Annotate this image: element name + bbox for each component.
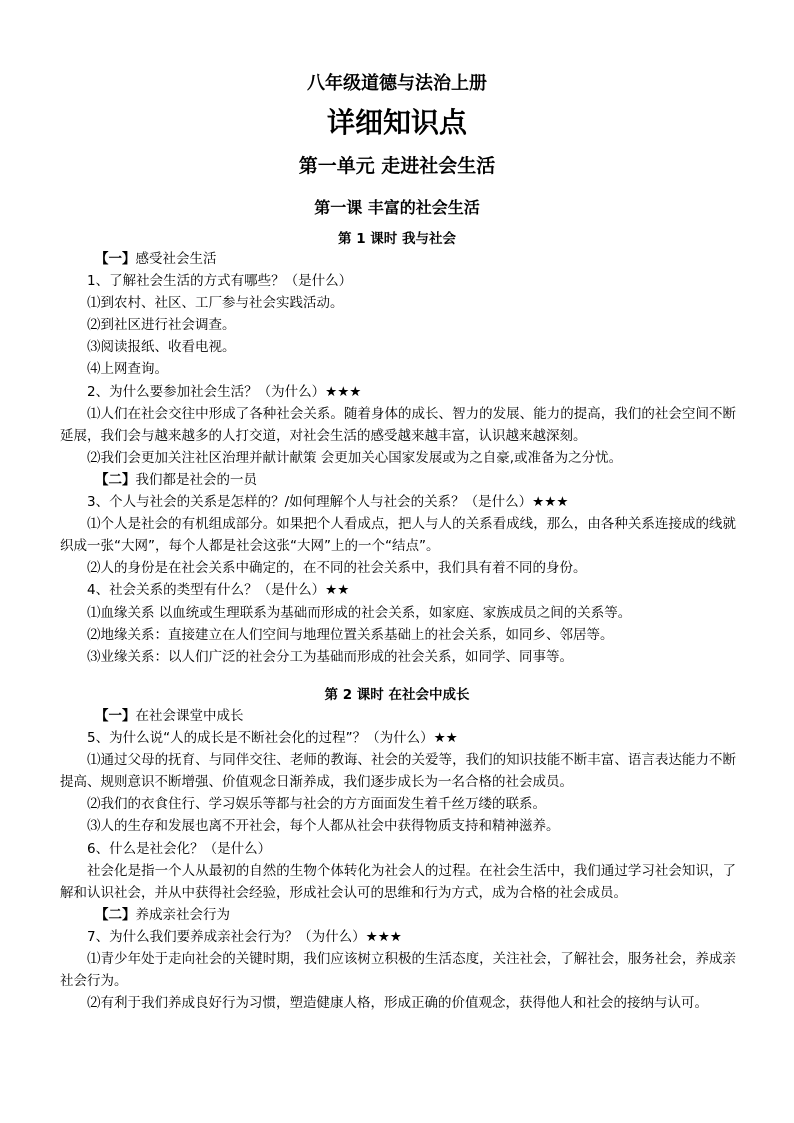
question: 3、个人与社会的关系是怎样的？/如何理解个人与社会的关系？（是什么）★★★ xyxy=(87,494,569,511)
period-2-content xyxy=(60,705,736,1014)
section-bracket: 【二】 xyxy=(95,906,136,923)
answer-item: ⑷上网查询。 xyxy=(87,361,168,378)
answer-item: ⑵人的身份是在社会关系中确定的，在不同的社会关系中，我们具有着不同的身份。 xyxy=(87,560,587,577)
answer-item: ⑴个人是社会的有机组成部分。如果把个人看成点，把人与人的关系看成线，那么，由各种关系连接成的线就织成一张“大网”，每个人都是社会这张“大网”上的一个“结点”。 xyxy=(60,516,736,555)
question: 1、了解社会生活的方式有哪些？（是什么） xyxy=(87,273,353,290)
question: 5、为什么说“人的成长是不断社会化的过程”？（为什么）★★ xyxy=(87,730,458,747)
period-1-title: 第 1 课时 我与社会 xyxy=(338,231,456,247)
section-heading xyxy=(60,248,736,270)
answer-item: ⑴到农村、社区、工厂参与社会实践活动。 xyxy=(87,295,344,312)
question: 7、为什么我们要养成亲社会行为？（为什么）★★★ xyxy=(87,928,402,945)
unit-title: 第一单元 走进社会生活 xyxy=(298,155,496,177)
section-heading-text: 在社会课堂中成长 xyxy=(135,708,244,724)
section-heading-text: 我们都是社会的一员 xyxy=(135,471,257,488)
document-title-main: 详细知识点 xyxy=(326,106,467,139)
section-bracket: 【一】 xyxy=(95,251,136,267)
section-heading-text: 感受社会生活 xyxy=(135,251,217,267)
period-2-title: 第 2 课时 在社会中成长 xyxy=(324,687,470,703)
answer-item: ⑵地缘关系：直接建立在人们空间与地理位置关系基础上的社会关系，如同乡、邻居等。 xyxy=(87,626,614,643)
section-heading xyxy=(60,705,736,727)
question: 2、为什么要参加社会生活？（为什么）★★★ xyxy=(87,383,362,400)
answer-item: ⑵我们会更加关注社区治理并献计献策 会更加关心国家发展或为之自豪,或准备为之分忧。 xyxy=(87,449,623,466)
answer-item: ⑴血缘关系 以血统或生理联系为基础而形成的社会关系，如家庭、家族成员之间的关系等。 xyxy=(87,604,632,621)
section-heading xyxy=(60,904,736,926)
answer-item: ⑶业缘关系：以人们广泛的社会分工为基础而形成的社会关系，如同学、同事等。 xyxy=(87,648,573,665)
lesson-title: 第一课 丰富的社会生活 xyxy=(314,198,480,217)
answer-item: ⑶人的生存和发展也离不开社会，每个人都从社会中获得物质支持和精神滋养。 xyxy=(87,818,560,835)
document-title-top: 八年级道德与法治上册 xyxy=(307,73,487,94)
answer-item: 社会化是指一个人从最初的自然的生物个体转化为社会人的过程。在社会生活中，我们通过学习社会知识，了解和认识社会，并从中获得社会经验，形成社会认可的思维和行为方式，成为合格的社会成员。 xyxy=(60,862,736,901)
question: 6、什么是社会化？（是什么） xyxy=(87,840,272,857)
question: 4、社会关系的类型有什么？（是什么）★★ xyxy=(87,582,350,599)
section-heading xyxy=(60,469,736,491)
section-heading-text: 养成亲社会行为 xyxy=(135,906,230,923)
answer-item: ⑵到社区进行社会调查。 xyxy=(87,317,236,334)
answer-item: ⑵我们的衣食住行、学习娱乐等都与社会的方方面面发生着千丝万缕的联系。 xyxy=(87,796,546,813)
section-bracket: 【一】 xyxy=(95,708,136,724)
answer-item: ⑴通过父母的抚育、与同伴交往、老师的教诲、社会的关爱等，我们的知识技能不断丰富、语言表达能力不断提高、规则意识不断增强、价值观念日渐养成，我们逐步成长为一名合格的社会成员。 xyxy=(60,752,736,791)
period-1-content xyxy=(60,248,736,668)
answer-item: ⑶阅读报纸、收看电视。 xyxy=(87,339,236,356)
answer-item: ⑵有利于我们养成良好行为习惯，塑造健康人格，形成正确的价值观念，获得他人和社会的接纳与认可。 xyxy=(87,995,708,1012)
section-bracket: 【二】 xyxy=(95,471,136,488)
answer-item: ⑴人们在社会交往中形成了各种社会关系。随着身体的成长、智力的发展、能力的提高，我们的社会空间不断延展，我们会与越来越多的人打交道，对社会生活的感受越来越丰富，认识越来越深刻。 xyxy=(60,405,736,444)
answer-item: ⑴青少年处于走向社会的关键时期，我们应该树立积极的生活态度，关注社会，了解社会，服务社会，养成亲社会行为。 xyxy=(60,951,736,990)
